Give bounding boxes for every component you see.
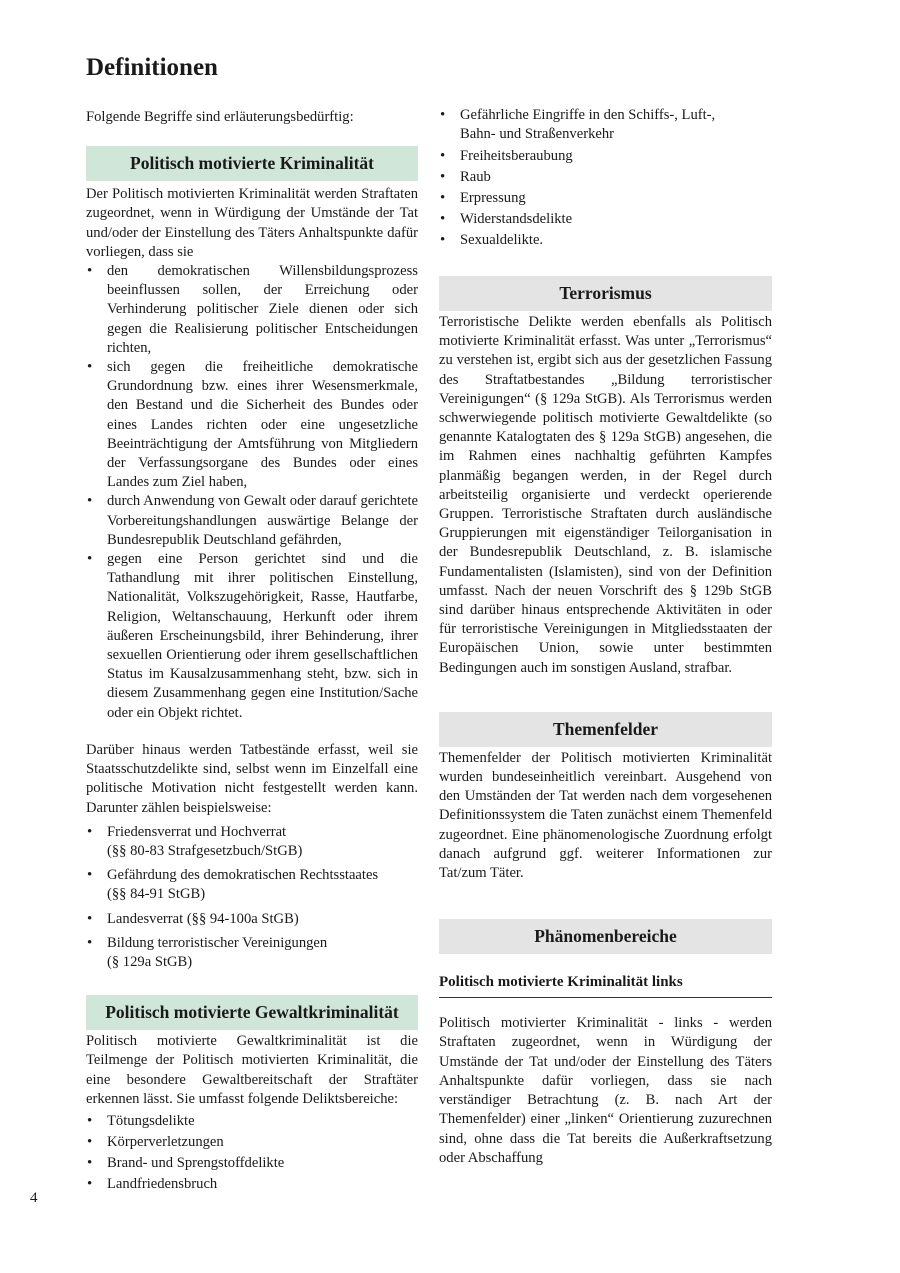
list-item: • den demokratischen Willensbildungsprozess beeinflussen sollen, der Erreichung oder Verhinderung politischer Ziele dienen oder sich gegen die Realisierung politischer Entscheidungen richten,: [86, 262, 418, 358]
intro-text: Folgende Begriffe sind erläuterungsbedürftig:: [86, 109, 354, 125]
list-item: • Bildung terroristischer Vereinigungen (§ 129a StGB): [86, 934, 418, 972]
list-item: • Sexualdelikte.: [439, 230, 772, 251]
left-column: [86, 108, 418, 1195]
list-item: • Landesverrat (§§ 94-100a StGB): [86, 910, 418, 929]
themen-heading: Themenfelder: [439, 712, 772, 747]
pmgk-heading: Politisch motivierte Gewaltkriminalität: [86, 995, 418, 1030]
list-item: • gegen eine Person gerichtet sind und die Tathandlung mit ihrer politischen Einstellung, Nationalität, Volkszugehörigkeit, Rasse, Hautfarbe, Religion, Weltanschauung, Herkunft oder ihrem äußeren Erscheinungsbild, ihrer Behinderung, ihrer sexuellen Orientierung oder ihrem gesellschaftlichen Status im Kausalzusammenhang steht, bzw. sich in diesem Zusammenhang gegen eine Institution/Sache oder ein Objekt richtet.: [86, 550, 418, 723]
phaeno-subheading: Politisch motivierte Kriminalität links: [439, 974, 772, 998]
list-item: • Körperverletzungen: [86, 1132, 418, 1153]
list-item: • Landfriedensbruch: [86, 1174, 418, 1195]
list-item: • Friedensverrat und Hochverrat (§§ 80-83 Strafgesetzbuch/StGB): [86, 823, 418, 861]
pmk-heading: Politisch motivierte Kriminalität: [86, 146, 418, 181]
page-number: 4: [30, 1190, 38, 1206]
list-item: • Widerstandsdelikte: [439, 209, 772, 230]
pmgk-lead: Politisch motivierte Gewaltkriminalität ist die Teilmenge der Politisch motivierten Kriminalität, die eine besondere Gewaltbereitschaft der Straftäter erkennen lässt. Sie umfasst folgende Deliktsbereiche:: [86, 1033, 418, 1107]
pmk-lead-2: Darüber hinaus werden Tatbestände erfasst, weil sie Staatsschutzdelikte sind, selbst wenn im Einzelfall eine politische Motivation nicht festgestellt werden kann. Darunter zählen beispielsweise:: [86, 741, 418, 816]
pmk-criteria-list: [86, 262, 418, 723]
page-title: Definitionen: [86, 54, 218, 81]
list-item: • Raub: [439, 167, 772, 188]
pmgk-list-right: [439, 106, 772, 251]
list-item: • Gefährdung des demokratischen Rechtsstaates (§§ 84-91 StGB): [86, 866, 418, 904]
pmk-examples-list: [86, 823, 418, 972]
terror-heading: Terrorismus: [439, 276, 772, 311]
list-item: • Tötungsdelikte: [86, 1111, 418, 1132]
list-item: • sich gegen die freiheitliche demokratische Grundordnung bzw. eines ihrer Wesensmerkmale, den Bestand und die Sicherheit des Bundes oder eines Landes richten oder eine ungesetzliche Beeinträchtigung der Amtsführung von Mitgliedern der Verfassungsorgane des Bundes oder eines Landes zum Ziel haben,: [86, 358, 418, 492]
pmk-lead: Der Politisch motivierten Kriminalität werden Straftaten zugeordnet, wenn in Würdigung der Umstände der Tat und/oder der Einstellung des Täters Anhaltspunkte dafür vorliegen, dass sie: [86, 186, 418, 260]
list-item: • Erpressung: [439, 188, 772, 209]
right-column: [439, 106, 772, 1168]
pmgk-list-left: [86, 1111, 418, 1195]
phaeno-text: Politisch motivierter Kriminalität - links - werden Straftaten zugeordnet, wenn in Würdigung der Umstände der Tat und/oder der Einstellung des Täters Anhaltspunkte dafür vorliegen, dass sie nach verständiger Betrachtung (z. B. nach Art der Themenfelder) einer „linken“ Orientierung zuzurechnen sind, ohne dass die Tat bereits die Außerkraftsetzung oder Abschaffung: [439, 1015, 772, 1166]
list-item: • durch Anwendung von Gewalt oder darauf gerichtete Vorbereitungshandlungen auswärtige Belange der Bundesrepublik Deutschland gefährden,: [86, 492, 418, 550]
list-item: • Freiheitsberaubung: [439, 146, 772, 167]
list-item: • Brand- und Sprengstoffdelikte: [86, 1153, 418, 1174]
phaeno-heading: Phänomenbereiche: [439, 919, 772, 954]
themen-text: Themenfelder der Politisch motivierten Kriminalität wurden bundeseinheitlich vereinbart. Ausgehend von den Umständen der Tat werden nach dem vorgesehenen Definitionssystem die Taten zunächst einem Themenfeld zugeordnet. Eine phänomenologische Zuordnung erfolgt danach aufgrund ggf. weiterer Informationen zur Tat/zum Täter.: [439, 749, 772, 882]
terror-text: Terroristische Delikte werden ebenfalls als Politisch motivierte Kriminalität erfasst. Was unter „Terrorismus“ zu verstehen ist, ergibt sich aus der gesetzlichen Fassung des Straftatbestandes „Bildung terroristischer Vereinigungen“ (§ 129a StGB). Als Terrorismus werden schwerwiegende politisch motivierte Gewaltdelikte (so genannte Katalogtaten des § 129a StGB) angesehen, die im Rahmen eines nachhaltig geführten Kampfes planmäßig begangen werden, in der Regel durch arbeitsteilig organisierte und verdeckt operierende Gruppen. Terroristische Straftaten durch ausländische Gruppierungen mit eigenständiger Teilorganisation in der Bundesrepublik Deutschland, z. B. islamische Fundamentalisten (Islamisten), sind von der Definition umfasst. Nach der neuen Vorschrift des § 129b StGB sind darüber hinaus entsprechende Aktivitäten in oder für terroristische Vereinigungen in Mitgliedsstaaten der Europäischen Union, sowie unter bestimmten Bedingungen auch im sonstigen Ausland, strafbar.: [439, 314, 772, 676]
list-item: • Gefährliche Eingriffe in den Schiffs-, Luft-, Bahn- und Straßenverkehr: [439, 106, 772, 144]
